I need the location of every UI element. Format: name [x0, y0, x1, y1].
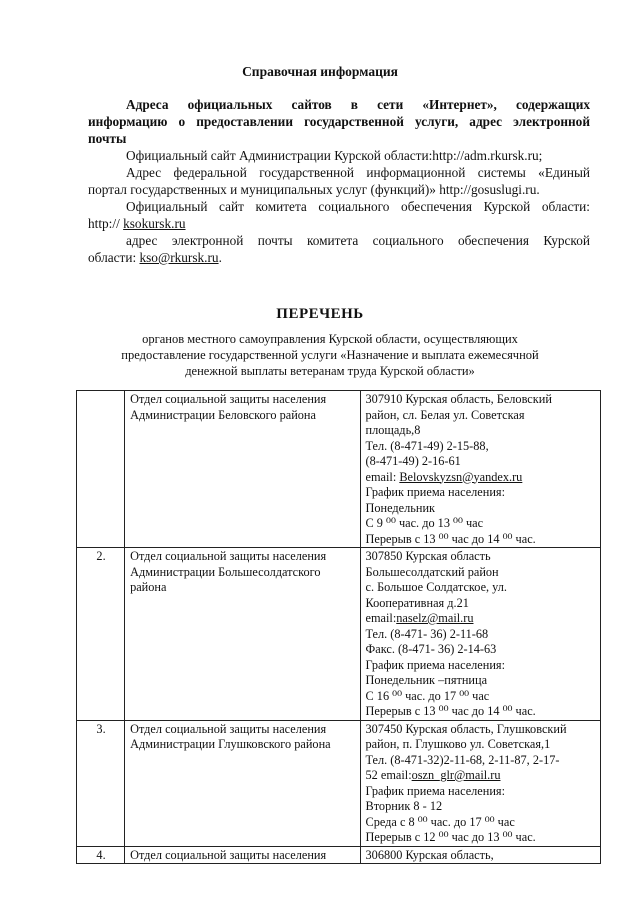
contact-line: Понедельник [365, 500, 436, 515]
office-name [125, 846, 360, 864]
table-row [77, 548, 601, 721]
contact-line: 307450 Курская область, Глушковский [365, 721, 567, 736]
row-number [77, 391, 125, 548]
contact-line: район, п. Глушково ул. Советская,1 [365, 737, 551, 751]
office-contacts [360, 548, 600, 721]
committee-site-line-1: Официальный сайт комитета социального обеспечения Курской области: [126, 199, 590, 214]
contact-line: район, сл. Белая ул. Советская [365, 407, 525, 422]
federal-portal-line-2: портал государственных и муниципальных услуг (функций)» http://gosuslugi.ru. [88, 182, 540, 197]
websites-heading-line-1: Адреса официальных сайтов в сети «Интернет», содержащих [126, 97, 590, 112]
contact-line: с. Большое Солдатское, ул. [365, 580, 507, 594]
contact-line: График приема населения: [365, 783, 505, 798]
websites-heading-line-2: информацию о предоставлении государственной услуги, адрес электронной [88, 114, 590, 129]
contact-line: email: Belovskyzsn@yandex.ru [365, 469, 523, 484]
contact-line: С 16 ⁰⁰ час. до 17 ⁰⁰ час [365, 688, 490, 703]
contact-line: Факс. (8-471- 36) 2-14-63 [365, 642, 497, 656]
page-title: Справочная информация [242, 64, 398, 79]
table-row [77, 720, 601, 846]
office-name-line: района [130, 580, 167, 594]
contact-line: Тел. (8-471- 36) 2-11-68 [365, 626, 489, 641]
contact-line: 306800 Курская область, [365, 847, 494, 862]
office-name-line: Администрации Большесолдатского [130, 564, 321, 579]
contact-line: Тел. (8-471-32)2-11-68, 2-11-87, 2-17- [365, 752, 560, 767]
row-number: 3. [77, 720, 125, 846]
office-name [125, 548, 360, 721]
contact-line: (8-471-49) 2-16-61 [365, 454, 461, 468]
office-name-line: Отдел социальной защиты населения [130, 847, 327, 862]
contact-line: Большесолдатский район [365, 564, 499, 579]
contact-line: Вторник 8 - 12 [365, 799, 443, 813]
row-number: 4. [77, 846, 125, 864]
contact-line: С 9 ⁰⁰ час. до 13 ⁰⁰ час [365, 516, 484, 530]
committee-email-link[interactable]: kso@rkursk.ru [139, 250, 219, 265]
contact-line: Тел. (8-471-49) 2-15-88, [365, 438, 489, 453]
federal-portal-line-1: Адрес федеральной государственной информационной системы «Единый [126, 165, 590, 180]
office-name-line: Отдел социальной защиты населения [130, 392, 327, 406]
contact-line: 52 email:oszn_glr@mail.ru [365, 768, 501, 782]
office-contacts [360, 720, 600, 846]
committee-email-line-2: области: kso@rkursk.ru. [88, 250, 222, 265]
contact-line: Кооперативная д.21 [365, 595, 469, 610]
contact-line: График приема населения: [365, 657, 505, 672]
contact-email-link[interactable]: naselz@mail.ru [396, 611, 474, 625]
contact-email-link[interactable]: Belovskyzsn@yandex.ru [399, 469, 523, 484]
office-name-line: Отдел социальной защиты населения [130, 721, 327, 736]
office-name-line: Администрации Глушковского района [130, 737, 331, 751]
offices-table [76, 390, 601, 864]
contact-line: Среда с 8 ⁰⁰ час. до 17 ⁰⁰ час [365, 814, 515, 829]
committee-site-link[interactable]: ksokursk.ru [123, 216, 186, 231]
contact-line: Перерыв с 12 ⁰⁰ час до 13 ⁰⁰ час. [365, 830, 536, 844]
contact-line: 307850 Курская область [365, 549, 491, 563]
list-subtitle: органов местного самоуправления Курской области, осуществляющих предоставление государственной услуги «Назначение и выплата ежемесячной денежной выплаты ветеранам труда Курской области» [121, 332, 539, 378]
websites-heading-line-3: почты [88, 131, 127, 146]
contact-line: email:naselz@mail.ru [365, 611, 474, 625]
table-row [77, 846, 601, 864]
office-contacts [360, 391, 600, 548]
office-name [125, 391, 360, 548]
contact-line: Понедельник –пятница [365, 673, 488, 687]
office-contacts [360, 846, 600, 864]
office-name [125, 720, 360, 846]
table-row [77, 391, 601, 548]
contact-line: 307910 Курская область, Беловский [365, 392, 552, 406]
contact-line: Перерыв с 13 ⁰⁰ час до 14 ⁰⁰ час. [365, 531, 536, 546]
committee-email-line-1: адрес электронной почты комитета социального обеспечения Курской [126, 233, 590, 248]
contact-line: Перерыв с 13 ⁰⁰ час до 14 ⁰⁰ час. [365, 704, 536, 718]
committee-site-line-2: http:// ksokursk.ru [88, 216, 186, 231]
contact-email-link[interactable]: oszn_glr@mail.ru [411, 768, 501, 782]
office-name-line: Администрации Беловского района [130, 407, 316, 422]
office-name-line: Отдел социальной защиты населения [130, 549, 327, 563]
admin-site-line: Официальный сайт Администрации Курской области:http://adm.rkursk.ru; [126, 148, 543, 163]
contact-line: График приема населения: [365, 485, 505, 499]
row-number: 2. [77, 548, 125, 721]
list-title: ПЕРЕЧЕНЬ [276, 306, 364, 322]
contact-line: площадь,8 [365, 423, 421, 437]
